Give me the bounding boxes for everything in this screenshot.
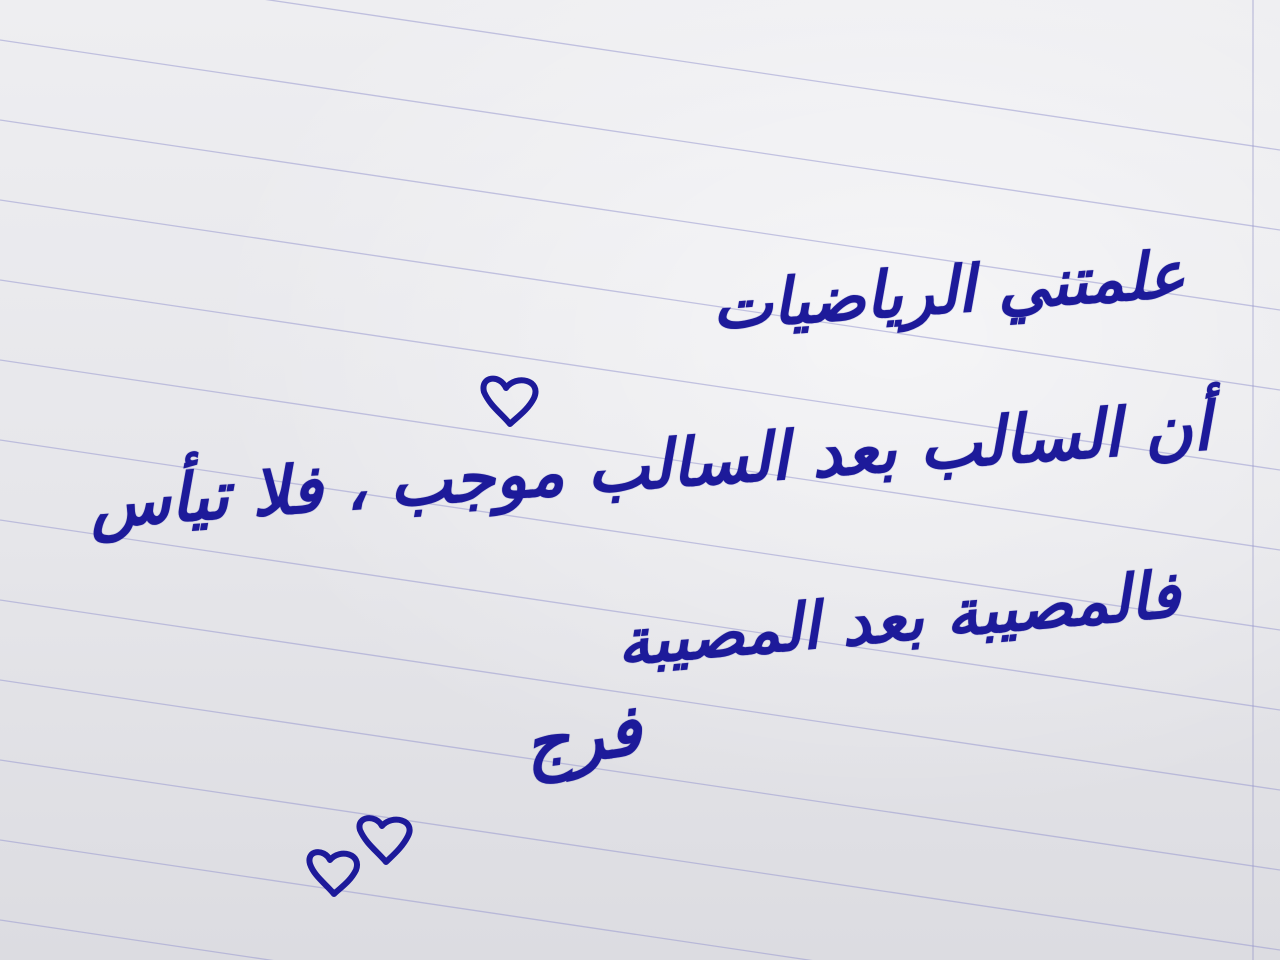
note-line-1: علمتني الرياضيات	[709, 238, 1188, 345]
note-line-3: فالمصيبة بعد المصيبة	[614, 558, 1184, 682]
heart-icon	[302, 842, 368, 900]
note-line-4: فرج	[518, 688, 646, 786]
heart-icon	[476, 370, 548, 430]
note-line-2: أن السالب بعد السالب موجب ، فلا تيأس	[86, 388, 1213, 544]
